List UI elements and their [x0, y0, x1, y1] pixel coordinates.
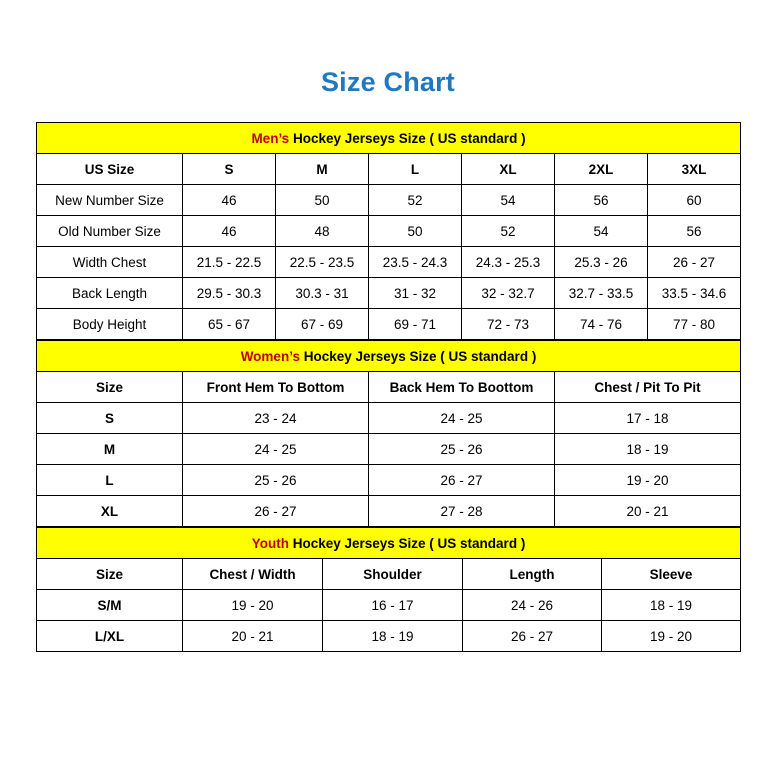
- womens-heading-accent: Women’s: [240, 348, 300, 364]
- mens-row-2-cell-3: 24.3 - 25.3: [462, 247, 555, 278]
- womens-row-3-cell-2: 20 - 21: [555, 496, 741, 527]
- table-section-header-row: [37, 123, 741, 154]
- table-header-row: [37, 154, 741, 185]
- womens-section-heading: [37, 341, 741, 372]
- womens-row-2-cell-0: 25 - 26: [183, 465, 369, 496]
- mens-row-2-cell-2: 23.5 - 24.3: [369, 247, 462, 278]
- mens-row-3-cell-1: 30.3 - 31: [276, 278, 369, 309]
- youth-row-1-cell-3: 19 - 20: [602, 621, 741, 652]
- youth-col-1: Chest / Width: [183, 559, 323, 590]
- mens-row-4-cell-2: 69 - 71: [369, 309, 462, 340]
- mens-row-4-cell-4: 74 - 76: [555, 309, 648, 340]
- table-section-header-row: [37, 528, 741, 559]
- size-chart-page: [0, 67, 776, 759]
- mens-row-1-cell-3: 52: [462, 216, 555, 247]
- mens-row-4-cell-5: 77 - 80: [648, 309, 741, 340]
- table-row: [37, 496, 741, 527]
- mens-row-4-cell-1: 67 - 69: [276, 309, 369, 340]
- womens-row-0-cell-0: 23 - 24: [183, 403, 369, 434]
- youth-col-4: Sleeve: [602, 559, 741, 590]
- mens-col-0: US Size: [37, 154, 183, 185]
- womens-row-2-label: L: [37, 465, 183, 496]
- womens-row-1-label: M: [37, 434, 183, 465]
- womens-row-0-cell-2: 17 - 18: [555, 403, 741, 434]
- womens-row-3-cell-0: 26 - 27: [183, 496, 369, 527]
- mens-row-0-cell-3: 54: [462, 185, 555, 216]
- table-row: [37, 185, 741, 216]
- mens-row-3-cell-5: 33.5 - 34.6: [648, 278, 741, 309]
- youth-row-0-cell-3: 18 - 19: [602, 590, 741, 621]
- youth-section-heading: [37, 528, 741, 559]
- table-row: [37, 309, 741, 340]
- mens-row-0-cell-4: 56: [555, 185, 648, 216]
- womens-col-2: Back Hem To Boottom: [369, 372, 555, 403]
- table-header-row: [37, 372, 741, 403]
- page-title: Size Chart: [320, 67, 456, 97]
- womens-row-3-cell-1: 27 - 28: [369, 496, 555, 527]
- mens-row-3-cell-4: 32.7 - 33.5: [555, 278, 648, 309]
- youth-heading-rest: Hockey Jerseys Size ( US standard ): [288, 535, 526, 551]
- womens-heading-rest: Hockey Jerseys Size ( US standard ): [299, 348, 537, 364]
- table-header-row: [37, 559, 741, 590]
- womens-row-2-cell-2: 19 - 20: [555, 465, 741, 496]
- youth-col-0: Size: [37, 559, 183, 590]
- youth-col-2: Shoulder: [323, 559, 463, 590]
- mens-row-3-cell-2: 31 - 32: [369, 278, 462, 309]
- mens-col-4: XL: [462, 154, 555, 185]
- mens-row-2-cell-0: 21.5 - 22.5: [183, 247, 276, 278]
- mens-row-4-cell-0: 65 - 67: [183, 309, 276, 340]
- womens-row-1-cell-1: 25 - 26: [369, 434, 555, 465]
- womens-size-table: [36, 340, 741, 527]
- mens-row-2-cell-1: 22.5 - 23.5: [276, 247, 369, 278]
- mens-row-0-label: New Number Size: [37, 185, 183, 216]
- womens-row-2-cell-1: 26 - 27: [369, 465, 555, 496]
- mens-row-4-cell-3: 72 - 73: [462, 309, 555, 340]
- youth-row-1-cell-1: 18 - 19: [323, 621, 463, 652]
- mens-row-3-label: Back Length: [37, 278, 183, 309]
- mens-col-5: 2XL: [555, 154, 648, 185]
- table-section-header-row: [37, 341, 741, 372]
- mens-size-table: [36, 122, 741, 340]
- womens-row-0-label: S: [37, 403, 183, 434]
- size-chart-tables: [36, 122, 740, 652]
- table-row: [37, 465, 741, 496]
- mens-row-3-cell-3: 32 - 32.7: [462, 278, 555, 309]
- mens-row-4-label: Body Height: [37, 309, 183, 340]
- mens-row-0-cell-1: 50: [276, 185, 369, 216]
- mens-row-1-cell-1: 48: [276, 216, 369, 247]
- womens-row-1-cell-0: 24 - 25: [183, 434, 369, 465]
- mens-col-3: L: [369, 154, 462, 185]
- mens-row-1-label: Old Number Size: [37, 216, 183, 247]
- mens-row-2-cell-5: 26 - 27: [648, 247, 741, 278]
- womens-col-0: Size: [37, 372, 183, 403]
- youth-row-0-cell-1: 16 - 17: [323, 590, 463, 621]
- womens-col-1: Front Hem To Bottom: [183, 372, 369, 403]
- mens-section-heading: [37, 123, 741, 154]
- table-row: [37, 403, 741, 434]
- mens-row-1-cell-0: 46: [183, 216, 276, 247]
- mens-row-3-cell-0: 29.5 - 30.3: [183, 278, 276, 309]
- table-row: [37, 434, 741, 465]
- mens-row-2-label: Width Chest: [37, 247, 183, 278]
- womens-row-1-cell-2: 18 - 19: [555, 434, 741, 465]
- mens-col-2: M: [276, 154, 369, 185]
- womens-row-3-label: XL: [37, 496, 183, 527]
- youth-heading-accent: Youth: [251, 535, 289, 551]
- table-row: [37, 621, 741, 652]
- table-row: [37, 216, 741, 247]
- mens-heading-accent: Men’s: [251, 130, 290, 146]
- mens-row-2-cell-4: 25.3 - 26: [555, 247, 648, 278]
- mens-row-1-cell-5: 56: [648, 216, 741, 247]
- mens-col-1: S: [183, 154, 276, 185]
- table-row: [37, 278, 741, 309]
- youth-row-1-cell-0: 20 - 21: [183, 621, 323, 652]
- youth-row-0-cell-2: 24 - 26: [463, 590, 602, 621]
- womens-row-0-cell-1: 24 - 25: [369, 403, 555, 434]
- youth-row-1-label: L/XL: [37, 621, 183, 652]
- youth-row-0-cell-0: 19 - 20: [183, 590, 323, 621]
- youth-col-3: Length: [463, 559, 602, 590]
- mens-row-1-cell-2: 50: [369, 216, 462, 247]
- mens-row-0-cell-0: 46: [183, 185, 276, 216]
- mens-row-1-cell-4: 54: [555, 216, 648, 247]
- mens-row-0-cell-5: 60: [648, 185, 741, 216]
- table-row: [37, 247, 741, 278]
- youth-row-0-label: S/M: [37, 590, 183, 621]
- youth-row-1-cell-2: 26 - 27: [463, 621, 602, 652]
- mens-row-0-cell-2: 52: [369, 185, 462, 216]
- youth-size-table: [36, 527, 741, 652]
- mens-heading-rest: Hockey Jerseys Size ( US standard ): [289, 130, 526, 146]
- table-row: [37, 590, 741, 621]
- mens-col-6: 3XL: [648, 154, 741, 185]
- womens-col-3: Chest / Pit To Pit: [555, 372, 741, 403]
